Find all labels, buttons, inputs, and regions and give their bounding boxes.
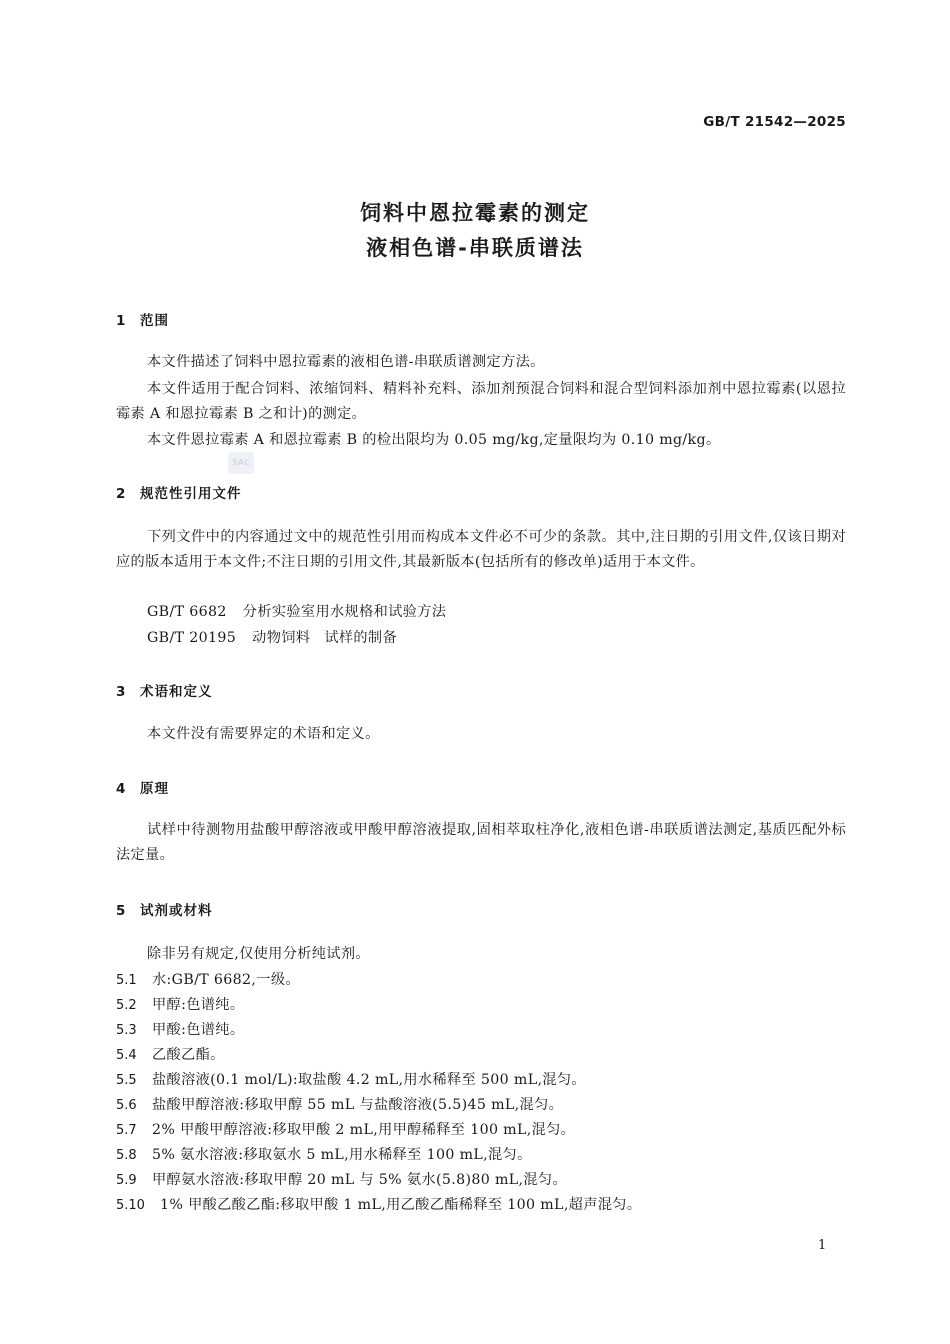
reference-code: GB/T 20195 (147, 630, 237, 646)
list-item (116, 1120, 575, 1141)
list-item (116, 1170, 567, 1191)
section-number: 4 (116, 781, 127, 797)
item-number: 5.4 (116, 1048, 137, 1063)
item-number: 5.5 (116, 1073, 137, 1088)
section-title: 术语和定义 (140, 684, 213, 700)
list-item (116, 1045, 225, 1066)
sac-watermark-logo: SAC (228, 452, 254, 474)
paragraph: 除非另有规定,仅使用分析纯试剂。 (147, 946, 370, 962)
item-text: 1% 甲酸乙酸乙酯:移取甲酸 1 mL,用乙酸乙酯稀释至 100 mL,超声混匀。 (160, 1197, 642, 1213)
section-number: 5 (116, 903, 127, 919)
item-number: 5.3 (116, 1023, 137, 1038)
list-item (116, 1020, 244, 1041)
section-heading-principle (116, 777, 169, 797)
document-title: 饲料中恩拉霉素的测定 (360, 201, 590, 225)
item-text: 甲醇氨水溶液:移取甲醇 20 mL 与 5% 氨水(5.8)80 mL,混匀。 (152, 1172, 567, 1188)
list-item (116, 995, 244, 1016)
item-text: 水:GB/T 6682,一级。 (152, 972, 300, 988)
list-item (116, 1070, 586, 1091)
item-text: 甲酸:色谱纯。 (152, 1022, 245, 1038)
section-number: 1 (116, 313, 127, 329)
section-number: 2 (116, 486, 127, 502)
item-number: 5.1 (116, 973, 137, 988)
item-text: 盐酸甲醇溶液:移取甲醇 55 mL 与盐酸溶液(5.5)45 mL,混匀。 (152, 1097, 564, 1113)
section-title: 原理 (140, 781, 169, 797)
document-subtitle: 液相色谱-串联质谱法 (366, 236, 584, 260)
item-number: 5.7 (116, 1123, 137, 1138)
paragraph: 本文件描述了饲料中恩拉霉素的液相色谱-串联质谱测定方法。 (147, 354, 545, 370)
item-number: 5.10 (116, 1198, 145, 1213)
item-text: 乙酸乙酯。 (152, 1047, 225, 1063)
page-number: 1 (818, 1238, 827, 1253)
item-text: 盐酸溶液(0.1 mol/L):取盐酸 4.2 mL,用水稀释至 500 mL,混匀。 (152, 1072, 586, 1088)
item-text: 5% 氨水溶液:移取氨水 5 mL,用水稀释至 100 mL,混匀。 (152, 1147, 532, 1163)
reference-code: GB/T 6682 (147, 604, 227, 620)
reference-item (147, 628, 397, 648)
item-number: 5.6 (116, 1098, 137, 1113)
reference-item (147, 602, 446, 622)
section-heading-scope (116, 309, 169, 329)
paragraph: 本文件恩拉霉素 A 和恩拉霉素 B 的检出限均为 0.05 mg/kg,定量限均为 0.10 mg/kg。 (147, 432, 721, 448)
paragraph: 本文件适用于配合饲料、浓缩饲料、精料补充料、添加剂预混合饲料和混合型饲料添加剂中恩拉霉素(以恩拉霉素 A 和恩拉霉素 B 之和计)的测定。 (116, 381, 846, 422)
section-heading-normative-references (116, 482, 242, 502)
reference-title-part: 试样的制备 (324, 630, 398, 646)
reference-title: 分析实验室用水规格和试验方法 (242, 604, 447, 620)
section-title: 试剂或材料 (140, 903, 213, 919)
item-number: 5.2 (116, 998, 137, 1013)
list-item (116, 970, 300, 991)
section-heading-terms (116, 680, 213, 700)
section-heading-reagents (116, 899, 213, 919)
list-item (116, 1195, 641, 1216)
item-number: 5.8 (116, 1148, 137, 1163)
section-number: 3 (116, 684, 127, 700)
standard-number: GB/T 21542—2025 (703, 114, 846, 130)
paragraph: 试样中待测物用盐酸甲醇溶液或甲酸甲醇溶液提取,固相萃取柱净化,液相色谱-串联质谱法测定,基质匹配外标法定量。 (116, 822, 846, 863)
section-title: 规范性引用文件 (140, 486, 242, 502)
item-text: 2% 甲酸甲醇溶液:移取甲酸 2 mL,用甲醇稀释至 100 mL,混匀。 (152, 1122, 576, 1138)
list-item (116, 1145, 532, 1166)
item-text: 甲醇:色谱纯。 (152, 997, 245, 1013)
reference-title: 动物饲料 (252, 630, 311, 646)
section-title: 范围 (140, 313, 169, 329)
paragraph: 下列文件中的内容通过文中的规范性引用而构成本文件必不可少的条款。其中,注日期的引用文件,仅该日期对应的版本适用于本文件;不注日期的引用文件,其最新版本(包括所有的修改单)适用于本文件。 (116, 529, 846, 570)
paragraph: 本文件没有需要界定的术语和定义。 (147, 726, 380, 742)
item-number: 5.9 (116, 1173, 137, 1188)
list-item (116, 1095, 563, 1116)
